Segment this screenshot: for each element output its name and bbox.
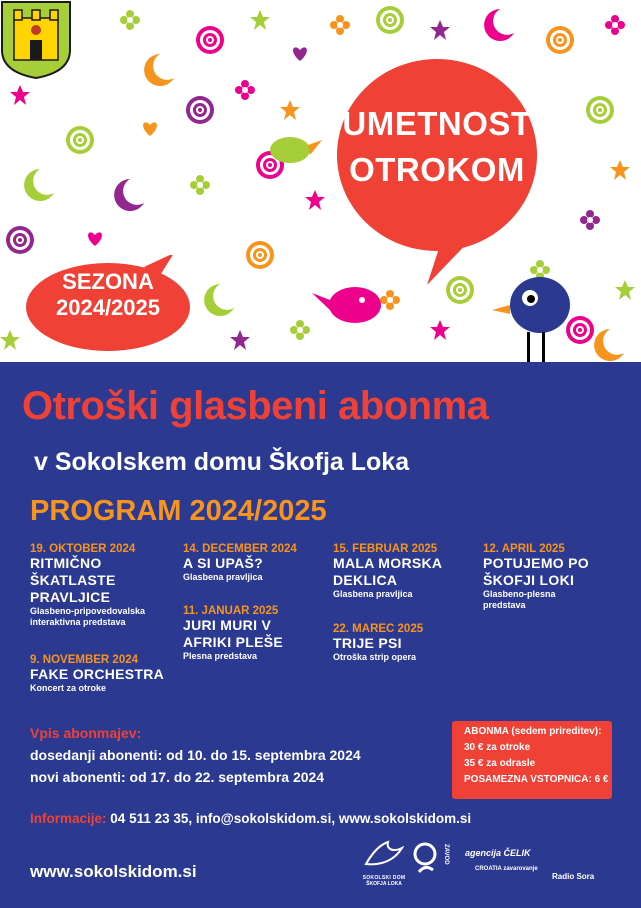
event-type: Koncert za otroke	[30, 683, 107, 693]
event-date: 14. DECEMBER 2024	[183, 543, 297, 555]
umetnost-otrokom-bubble	[335, 45, 575, 285]
page-subtitle: v Sokolskem domu Škofja Loka	[34, 448, 410, 476]
program-heading: PROGRAM 2024/2025	[30, 495, 327, 527]
event-type: Plesna predstava	[183, 651, 258, 661]
event-type: Glasbena pravljica	[183, 572, 263, 582]
event-name: ŠKATLASTE	[30, 572, 116, 588]
event-name: A SI UPAŠ?	[183, 555, 264, 571]
decorative-pattern	[0, 0, 641, 362]
event-name: MALA MORSKA	[333, 555, 443, 571]
event-item	[333, 623, 483, 663]
radio-sora-logo: Radio Sora	[552, 872, 595, 881]
price-children: 30 € za otroke	[464, 742, 531, 753]
sokolski-logo-line1: SOKOLSKI DOM	[362, 875, 406, 881]
zavod-text: ZAVOD	[443, 844, 449, 865]
agencija-celik-logo: agencija ČELIK	[465, 848, 531, 858]
event-item	[483, 543, 623, 611]
event-type: Glasbeno-plesna	[483, 589, 556, 599]
event-type: Otroška strip opera	[333, 652, 417, 662]
event-item	[183, 605, 333, 662]
price-box	[452, 721, 612, 799]
zavod-logo	[413, 842, 453, 882]
event-type: interaktivna predstava	[30, 617, 126, 627]
zavod-logo-icon	[413, 842, 441, 880]
event-name: AFRIKI PLEŠE	[183, 634, 284, 650]
info-label: Informacije:	[30, 811, 107, 826]
registration-info	[30, 722, 361, 788]
event-type: Glasbeno-pripovedovalska	[30, 606, 146, 616]
event-date: 15. FEBRUAR 2025	[333, 543, 438, 555]
registration-line: dosedanji abonenti: od 10. do 15. septembra 2024	[30, 747, 361, 763]
sokolski-logo-line2: ŠKOFJA LOKA	[366, 881, 402, 887]
banner-title-line2: OTROKOM	[349, 151, 525, 188]
bird-logo-icon	[364, 840, 404, 870]
price-adults: 35 € za odrasle	[464, 758, 536, 769]
contact-info	[30, 811, 471, 826]
banner-title-line1: UMETNOST	[342, 105, 532, 142]
event-item	[30, 654, 180, 694]
website-link[interactable]: www.sokolskidom.si	[30, 862, 197, 881]
event-name: PRAVLJICE	[30, 589, 111, 605]
croatia-logo: CROATIA zavarovanje	[475, 866, 538, 872]
event-date: 12. APRIL 2025	[483, 543, 565, 555]
event-name: DEKLICA	[333, 572, 398, 588]
registration-heading: Vpis abonmajev:	[30, 725, 142, 741]
event-name: ŠKOFJI LOKI	[483, 572, 575, 588]
info-contacts: 04 511 23 35, info@sokolskidom.si, www.sokolskidom.si	[110, 811, 472, 826]
page-title: Otroški glasbeni abonma	[22, 384, 489, 428]
coat-of-arms-icon	[0, 0, 72, 80]
season-line2: 2024/2025	[56, 295, 160, 320]
sokolski-dom-logo	[360, 840, 408, 887]
event-date: 11. JANUAR 2025	[183, 605, 279, 617]
bird-green	[270, 137, 322, 163]
event-name: FAKE ORCHESTRA	[30, 666, 165, 682]
event-type: predstava	[483, 600, 526, 610]
bird-pink	[312, 287, 381, 323]
event-type: Glasbena pravljica	[333, 589, 413, 599]
season-bubble	[24, 255, 192, 353]
event-name: TRIJE PSI	[333, 635, 402, 651]
event-date: 22. MAREC 2025	[333, 623, 424, 635]
event-name: POTUJEMO PO	[483, 555, 589, 571]
event-item	[183, 543, 333, 583]
event-name: RITMIČNO	[30, 555, 102, 571]
bird-blue	[492, 277, 570, 362]
event-name: JURI MURI V	[183, 617, 272, 633]
event-item	[30, 543, 180, 628]
registration-line: novi abonenti: od 17. do 22. septembra 2024	[30, 769, 325, 785]
event-date: 9. NOVEMBER 2024	[30, 654, 139, 666]
event-item	[333, 543, 483, 600]
season-line1: SEZONA	[62, 269, 154, 294]
event-date: 19. OKTOBER 2024	[30, 543, 136, 555]
price-heading: ABONMA (sedem prireditev):	[464, 726, 602, 737]
price-single: POSAMEZNA VSTOPNICA: 6 €	[464, 774, 609, 785]
